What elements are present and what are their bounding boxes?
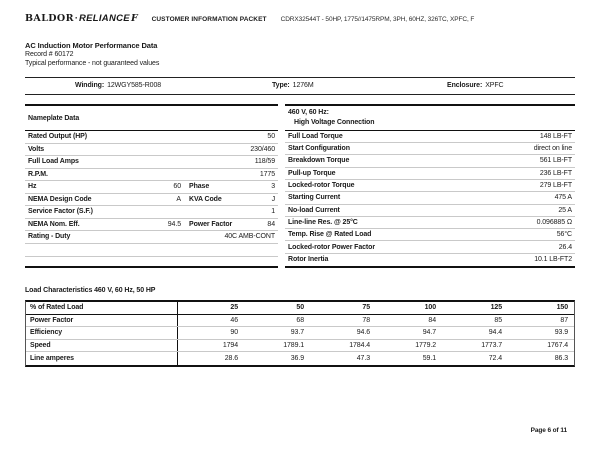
row-value: 230/460 [250, 145, 275, 153]
logo-baldor-text: BALDOR [25, 13, 74, 24]
cell-value: 68 [296, 316, 304, 324]
column-header: % of Rated Load [26, 302, 178, 314]
enclosure-value: XPFC [485, 82, 504, 89]
row-value: 148 LB-FT [539, 132, 572, 140]
table-header-row [26, 302, 574, 315]
row-pair [28, 221, 181, 228]
row-pair [189, 196, 275, 203]
cell-value: 1784.4 [349, 341, 370, 349]
table-row [25, 219, 278, 232]
type-value: 1276M [292, 82, 314, 89]
cell-value: 28.6 [224, 354, 238, 362]
table-row [26, 315, 574, 328]
column-header: 25 [230, 304, 238, 312]
row-label: No-load Current [288, 206, 340, 214]
packet-title: CUSTOMER INFORMATION PACKET [151, 16, 267, 23]
row-value: 561 LB-FT [539, 157, 572, 165]
empty-row [25, 244, 278, 258]
row-label: Efficiency [26, 327, 178, 339]
row-pair [189, 183, 275, 190]
cell-value: 1773.7 [481, 341, 502, 349]
row-label: Rotor Inertia [288, 256, 329, 264]
row-label: Hz [28, 183, 37, 191]
document-title: AC Induction Motor Performance Data [25, 41, 158, 50]
row-value: 56°C [556, 231, 572, 239]
row-label: R.P.M. [28, 170, 48, 178]
cell-value: 1789.1 [283, 341, 304, 349]
row-value: 475 A [554, 194, 572, 202]
row-value: 0.096885 Ω [536, 218, 572, 226]
table-row [25, 194, 278, 207]
row-value: J [271, 195, 275, 203]
enclosure-label: Enclosure: [447, 82, 483, 89]
hv-title-line2: High Voltage Connection [294, 119, 375, 126]
row-label: Power Factor [26, 315, 178, 327]
logo-reliance-text: RELIANCE [78, 13, 130, 24]
cell-value: 59.1 [422, 354, 436, 362]
cell-value: 86.3 [554, 354, 568, 362]
row-value: 60 [173, 183, 181, 191]
table-row [285, 205, 575, 217]
row-value: 279 LB-FT [539, 182, 572, 190]
hv-table-title [285, 106, 575, 131]
table-row [285, 241, 575, 253]
column-header: 50 [296, 304, 304, 312]
row-label: Full Load Torque [288, 132, 343, 140]
column-header: 150 [556, 304, 568, 312]
data-tables-region [25, 104, 575, 268]
catalog-model-line: CDRX32544T - 50HP, 1775//1475RPM, 3PH, 60HZ, 326TC, XPFC, F [280, 16, 475, 23]
logo-separator-dot: · [74, 13, 78, 24]
row-label: Service Factor (S.F.) [28, 208, 93, 216]
table-row [26, 352, 574, 365]
row-value: 3 [271, 183, 275, 191]
table-row [26, 327, 574, 340]
cell-value: 78 [362, 316, 370, 324]
row-label: Locked-rotor Torque [288, 182, 355, 190]
page-header [25, 13, 580, 24]
cell-value: 1767.4 [547, 341, 568, 349]
cell-value: 93.7 [290, 329, 304, 337]
table-row [285, 143, 575, 155]
row-label: NEMA Nom. Eff. [28, 220, 80, 228]
record-number: Record # 60172 [25, 51, 74, 58]
cell-value: 36.9 [290, 354, 304, 362]
table-row [25, 231, 278, 244]
table-row [25, 181, 278, 194]
row-label: Speed [26, 340, 178, 352]
nameplate-table [25, 104, 278, 268]
row-label: Volts [28, 145, 45, 153]
cell-value: 1794 [222, 341, 238, 349]
row-label: Breakdown Torque [288, 157, 350, 165]
cell-value: 94.7 [422, 329, 436, 337]
table-row [25, 131, 278, 144]
row-value: 1 [271, 208, 275, 216]
row-label: Pull-up Torque [288, 169, 336, 177]
load-characteristics-title: Load Characteristics 460 V, 60 Hz, 50 HP [25, 287, 156, 294]
enclosure-field [447, 78, 503, 93]
row-value: 84 [267, 220, 275, 228]
cell-value: 72.4 [488, 354, 502, 362]
row-value: 1775 [259, 170, 275, 178]
cell-value: 84 [428, 316, 436, 324]
column-header: 125 [490, 304, 502, 312]
row-value: 25 A [558, 206, 572, 214]
column-header: 75 [362, 304, 370, 312]
nameplate-table-title: Nameplate Data [25, 106, 278, 131]
table-filler [25, 257, 278, 266]
hv-title-line1: 460 V, 60 Hz: [288, 109, 329, 116]
row-label: Line-line Res. @ 25°C [288, 218, 358, 226]
logo-trademark-glyph: F [130, 13, 138, 24]
row-label: NEMA Design Code [28, 195, 92, 203]
row-pair [189, 221, 275, 228]
title-block [25, 41, 159, 68]
column-header: 100 [424, 304, 436, 312]
cell-value: 90 [230, 329, 238, 337]
row-pair [28, 196, 181, 203]
winding-label: Winding: [75, 82, 105, 89]
cell-value: 87 [560, 316, 568, 324]
load-characteristics-table [25, 300, 575, 367]
cell-value: 46 [230, 316, 238, 324]
row-label: Power Factor [189, 220, 233, 228]
type-field [272, 78, 314, 93]
cell-value: 47.3 [356, 354, 370, 362]
table-row [285, 217, 575, 229]
baldor-reliance-logo [25, 13, 138, 24]
row-label: KVA Code [189, 195, 222, 203]
row-value: 50 [267, 133, 275, 141]
cell-value: 94.6 [356, 329, 370, 337]
table-row [285, 192, 575, 204]
cell-value: 1779.2 [415, 341, 436, 349]
hv-connection-table [285, 104, 575, 268]
performance-note: Typical performance - not guaranteed values [25, 60, 160, 67]
table-row [25, 206, 278, 219]
row-value: 40C AMB-CONT [224, 233, 275, 241]
table-row [25, 169, 278, 182]
row-label: Line amperes [26, 352, 178, 365]
table-row [285, 254, 575, 266]
table-row [285, 131, 575, 143]
row-label: Start Configuration [288, 145, 350, 153]
table-row [25, 156, 278, 169]
winding-value: 12WGY585-R008 [107, 82, 162, 89]
type-label: Type: [272, 82, 290, 89]
row-value: 10.1 LB-FT2 [534, 256, 572, 264]
row-label: Rated Output (HP) [28, 133, 87, 141]
row-label: Full Load Amps [28, 158, 79, 166]
table-row [285, 180, 575, 192]
row-label: Phase [189, 183, 210, 191]
row-label: Starting Current [288, 194, 341, 202]
row-value: 26.4 [558, 243, 572, 251]
cell-value: 85 [494, 316, 502, 324]
row-pair [28, 183, 181, 190]
row-label: Temp. Rise @ Rated Load [288, 231, 372, 239]
cell-value: 93.9 [554, 329, 568, 337]
table-row [26, 340, 574, 353]
table-row [285, 168, 575, 180]
row-label: Locked-rotor Power Factor [288, 243, 375, 251]
table-row [285, 155, 575, 167]
row-value: A [176, 195, 181, 203]
row-label: Rating - Duty [28, 233, 71, 241]
table-row [285, 229, 575, 241]
row-value: 118/59 [254, 158, 275, 166]
cell-value: 94.4 [488, 329, 502, 337]
table-row [25, 144, 278, 157]
page-number: Page 6 of 11 [530, 427, 567, 434]
row-value: 94.5 [167, 220, 181, 228]
winding-bar [25, 77, 575, 95]
winding-field [75, 78, 161, 93]
row-value: 236 LB-FT [539, 169, 572, 177]
row-value: direct on line [533, 145, 572, 153]
